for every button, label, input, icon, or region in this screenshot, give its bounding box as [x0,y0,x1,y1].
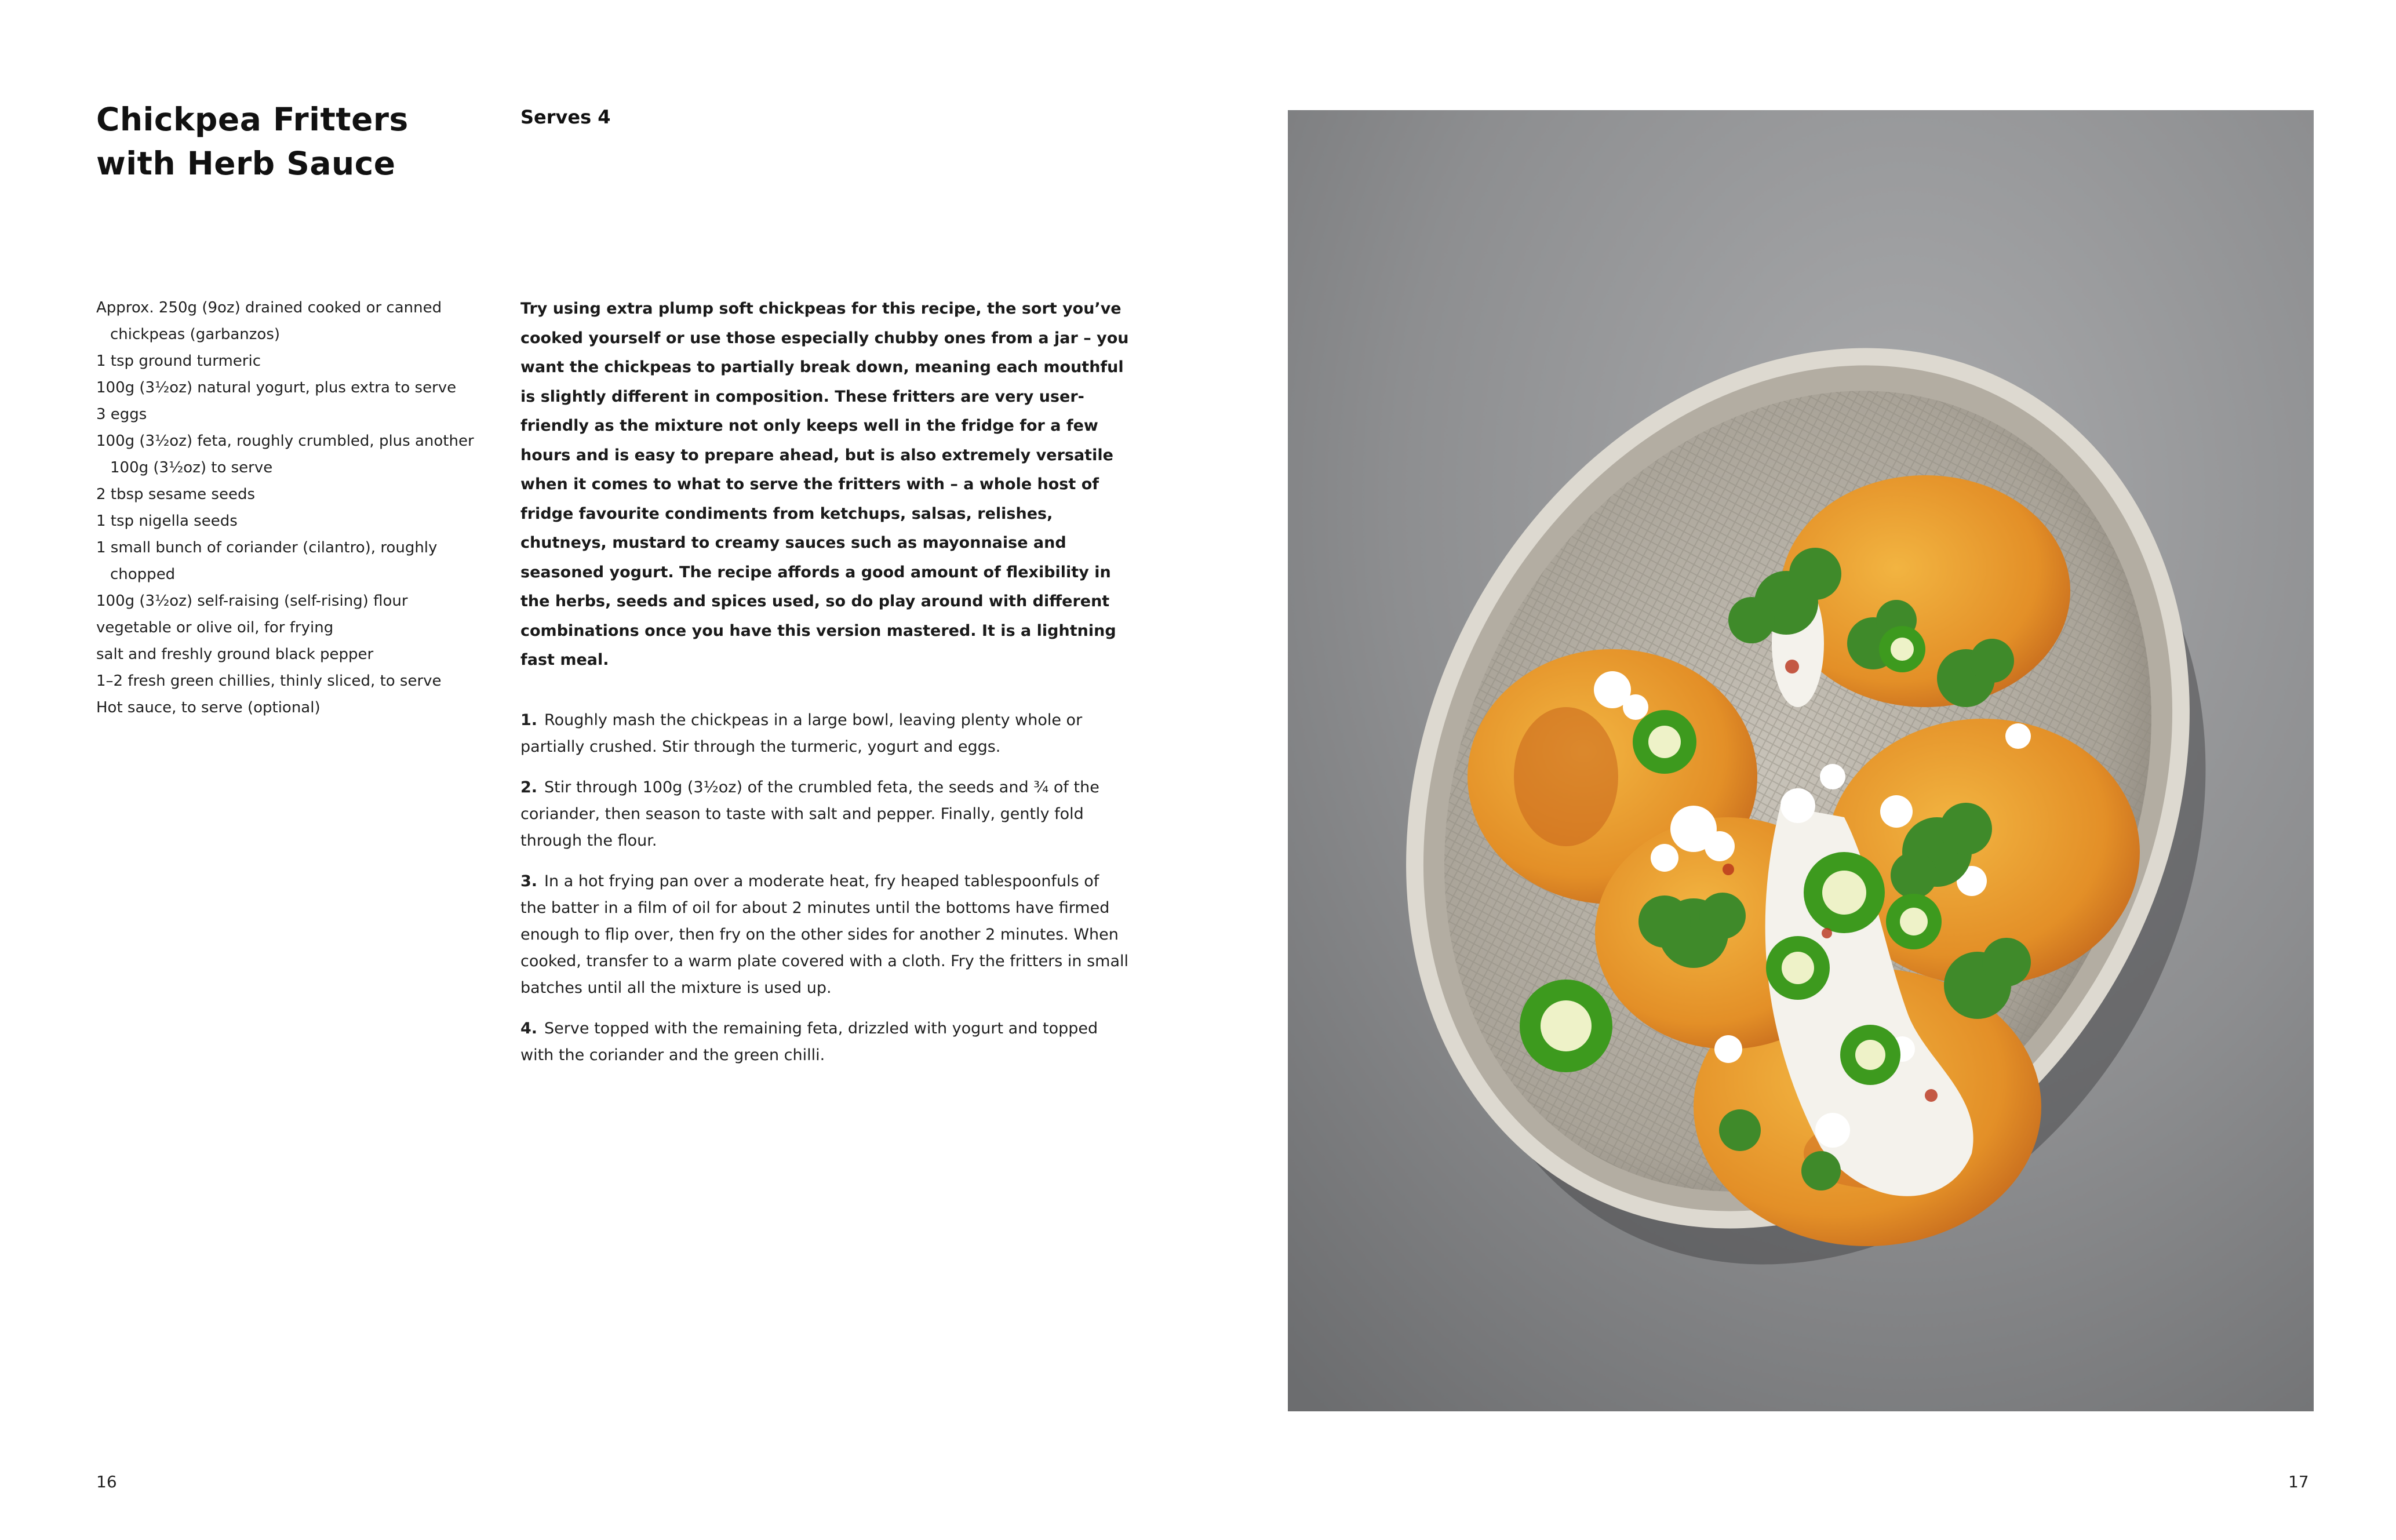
step-text: Roughly mash the chickpeas in a large bowl, leaving plenty whole or partially crushed. Stir through the turmeric, yogurt and eggs. [520,711,1083,756]
recipe-title [96,97,444,185]
ingredients-list [96,294,490,721]
step-number: 4. [520,1020,538,1037]
recipe-title-line-2: with Herb Sauce [96,145,396,182]
ingredient-item: 1 small bunch of coriander (cilantro), roughly chopped [96,539,438,583]
page-number-right: 17 [2288,1472,2309,1491]
ingredient-item: Approx. 250g (9oz) drained cooked or canned chickpeas (garbanzos) [96,299,442,343]
chilli-slice [1766,936,1830,1000]
step-text: Stir through 100g (3½oz) of the crumbled feta, the seeds and ¾ of the coriander, then season to taste with salt and pepper. Finally, gently fold through the flour. [520,778,1099,850]
method-step [520,774,1129,854]
ingredient-item: 1–2 fresh green chillies, thinly sliced, to serve [96,672,442,690]
method-steps [520,707,1129,1083]
method-step [520,1015,1129,1069]
ingredient-item: vegetable or olive oil, for frying [96,619,334,636]
recipe-intro: Try using extra plump soft chickpeas for this recipe, the sort you’ve cooked yourself or use those especially chubby ones from a jar – you want the chickpeas to partially break down, meaning each mouthful is slightly different in composition. These fritters are very user-friendly as the mixture not only keeps well in the fridge for a few hours and is easy to prepare ahead, but is also extremely versatile when it comes to what to serve the fritters with – a whole host of fridge favourite condiments from ketchups, salsas, relishes, chutneys, mustard to creamy sauces such as mayonnaise and seasoned yogurt. The recipe affords a good amount of flexibility in the herbs, seeds and spices used, so do play around with different combinations once you have this version mastered. It is a lightning fast meal. [520,300,1129,669]
ingredient-item: 1 tsp ground turmeric [96,352,261,370]
ingredient-item: 2 tbsp sesame seeds [96,486,256,503]
chilli-slice [1804,852,1885,933]
ingredient-item: 100g (3½oz) self-raising (self-rising) flour [96,592,408,610]
chilli-slice [1886,894,1942,949]
ingredient-item: 3 eggs [96,406,147,423]
step-number: 1. [520,711,538,729]
serves-label: Serves 4 [520,106,611,128]
chilli-slice [1840,1025,1900,1085]
method-step [520,868,1129,1002]
method-step [520,707,1129,760]
ingredient-item: Hot sauce, to serve (optional) [96,699,321,716]
chilli-slice [1633,710,1696,774]
dish-photo [1288,110,2314,1411]
step-text: In a hot frying pan over a moderate heat, fry heaped tablespoonfuls of the batter in a film of oil for about 2 minutes until the bottoms have firmed enough to flip over, then fry on the other sides for another 2 minutes. When cooked, transfer to a warm plate covered with a cloth. Fry the fritters in small batches until all the mixture is used up. [520,872,1128,997]
chilli-slice [1879,626,1925,672]
ingredient-item: salt and freshly ground black pepper [96,646,374,663]
ingredient-item: 100g (3½oz) natural yogurt, plus extra to serve [96,379,457,396]
fritter-browned-edge [1514,707,1618,846]
ingredient-item: 1 tsp nigella seeds [96,512,238,530]
chilli-slice [1520,980,1612,1072]
step-number: 3. [520,872,538,890]
step-text: Serve topped with the remaining feta, drizzled with yogurt and topped with the coriander and the green chilli. [520,1020,1098,1064]
step-number: 2. [520,778,538,796]
ingredient-item: 100g (3½oz) feta, roughly crumbled, plus another 100g (3½oz) to serve [96,432,474,476]
dish-illustration [1288,110,2314,1411]
recipe-title-line-1: Chickpea Fritters [96,101,409,138]
page-number-left: 16 [96,1472,117,1491]
